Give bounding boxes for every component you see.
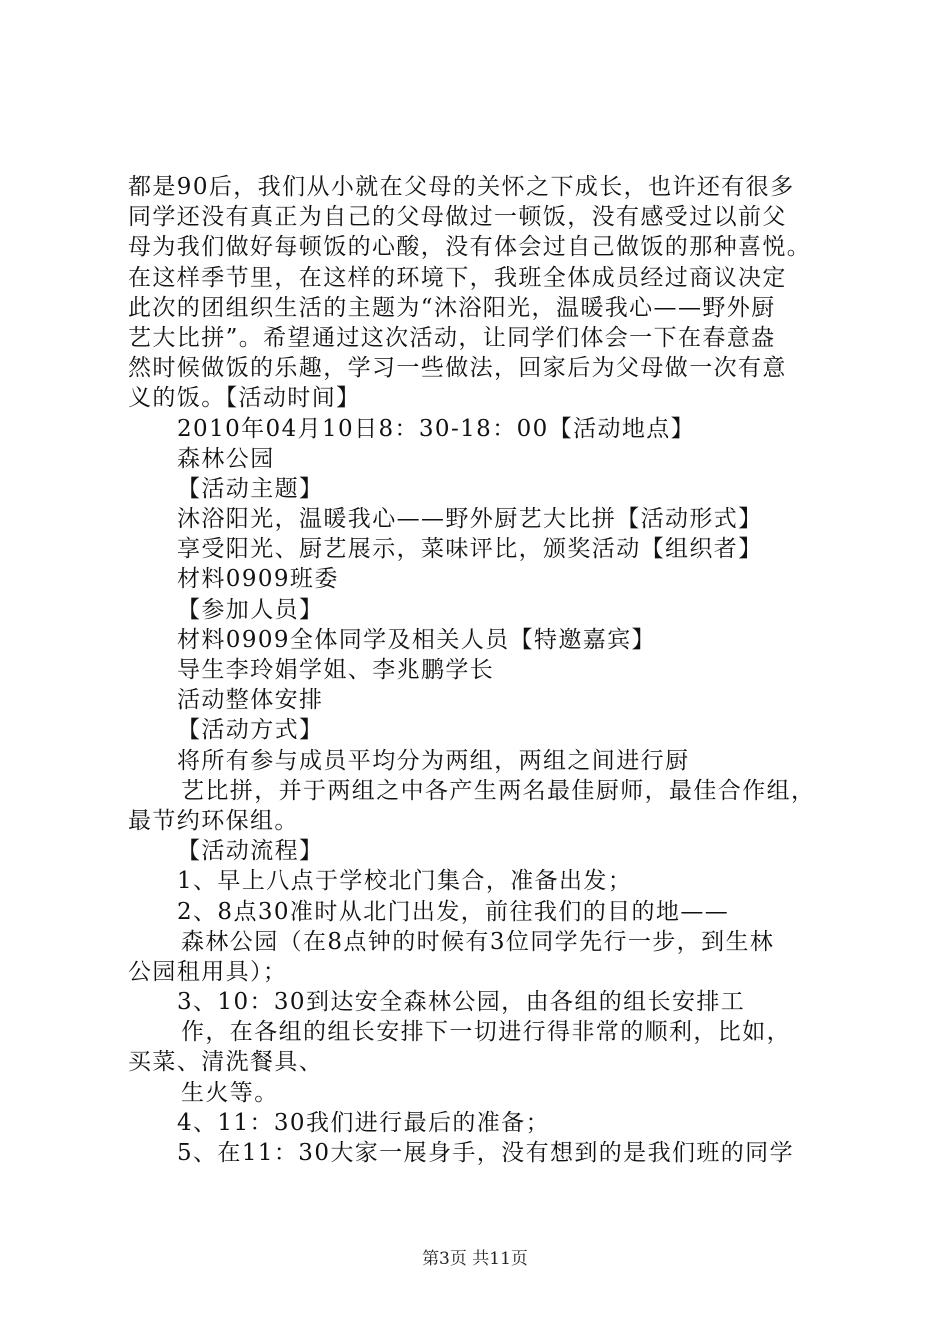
text-line: 森林公园（在8点钟的时候有3位同学先行一步，到生林 [181,928,775,955]
text-line: 艺比拼，并于两组之中各产生两名最佳厨师，最佳合作组， [181,777,816,804]
text-line: 最节约环保组。 [128,807,299,834]
text-line: 生火等。 [181,1079,279,1106]
document-body [128,172,848,1168]
text-line: 森林公园 [177,445,275,472]
section-heading: 【活动流程】 [177,838,324,865]
list-item: 1、早上八点于学校北门集合，准备出发； [177,868,633,895]
list-item: 3、10：30到达安全森林公园，由各组的组长安排工 [177,989,746,1016]
text-line: 导生李玲娟学姐、李兆鹏学长 [177,657,495,683]
list-item: 2、8点30准时从北门出发，前往我们的目的地—— [177,898,730,925]
text-line: 沐浴阳光，温暖我心——野外厨艺大比拼【活动形式】 [177,506,763,533]
text-line: 公园租用具）； [128,958,288,985]
text-line: 2010年04月10日8：30-18：00【活动地点】 [177,415,696,442]
text-line: 然时候做饭的乐趣，学习一些做法，回家后为父母做一次有意 [128,355,787,382]
text-line: 作，在各组的组长安排下一切进行得非常的顺利，比如， [181,1019,791,1046]
text-line: 买菜、清洗餐具、 [128,1049,324,1076]
text-line: 材料0909班委 [177,566,339,593]
text-line: 材料0909全体同学及相关人员【特邀嘉宾】 [177,626,656,653]
text-line: 将所有参与成员平均分为两组，两组之间进行厨 [177,747,690,774]
section-heading: 【参加人员】 [177,596,324,623]
section-heading: 【活动主题】 [177,475,324,502]
text-line: 艺大比拼”。希望通过这次活动，让同学们体会一下在春意盎 [128,324,776,351]
section-heading: 【活动方式】 [177,717,324,744]
list-item: 4、11：30我们进行最后的准备； [177,1109,550,1136]
text-line: 享受阳光、厨艺展示，菜味评比，颁奖活动【组织者】 [177,536,763,563]
text-line: 此次的团组织生活的主题为“沐浴阳光，温暖我心——野外厨 [128,294,776,321]
text-line: 母为我们做好每顿饭的心酸，没有体会过自己做饭的那种喜悦。 [128,234,812,261]
text-line: 同学还没有真正为自己的父母做过一顿饭，没有感受过以前父 [128,204,787,231]
text-line: 都是90后，我们从小就在父母的关怀之下成长，也许还有很多 [128,174,795,200]
text-line: 义的饭。【活动时间】 [128,385,361,412]
text-line: 活动整体安排 [177,687,324,714]
list-item: 5、在11：30大家一展身手，没有想到的是我们班的同学 [177,1140,794,1166]
text-line: 在这样季节里，在这样的环境下，我班全体成员经过商议决定 [128,264,787,291]
page-number-footer: 第3页 共11页 [422,1249,528,1269]
